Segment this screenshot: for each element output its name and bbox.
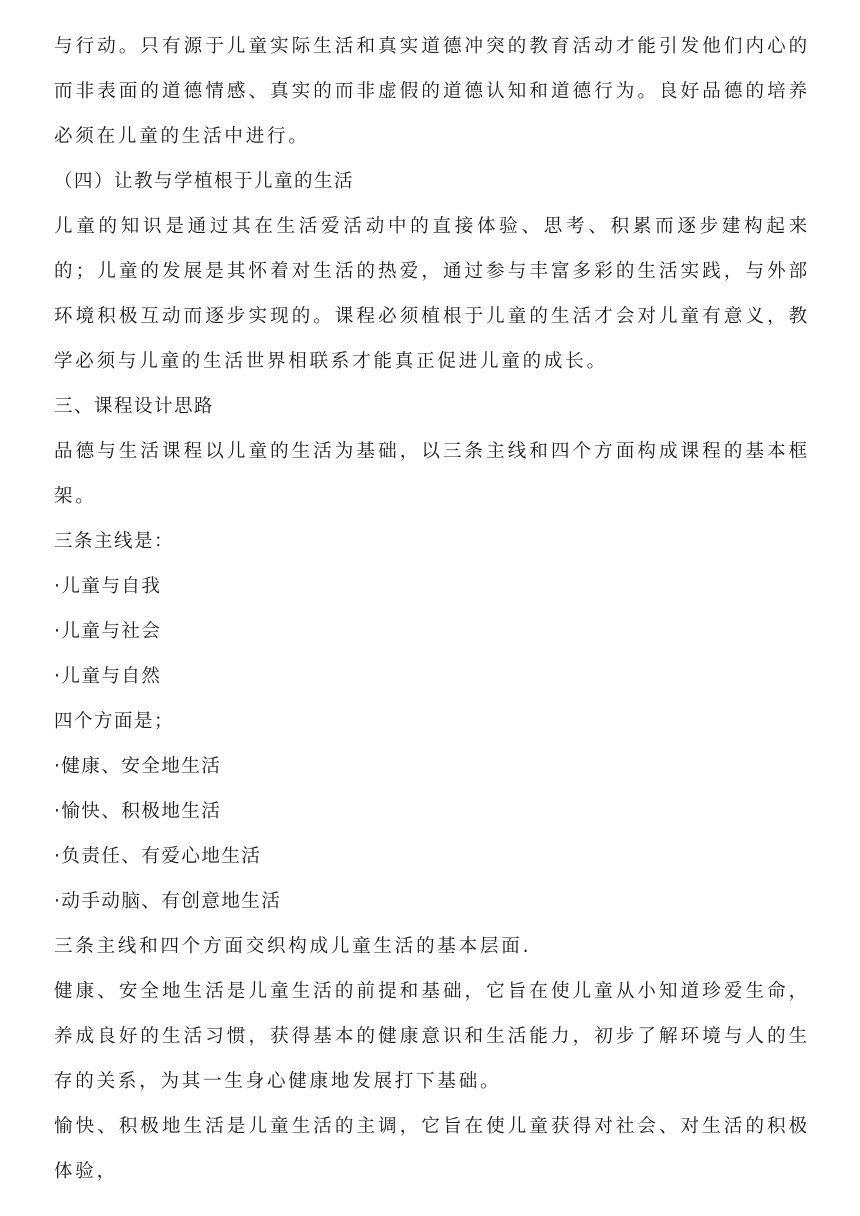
four-aspects-label: 四个方面是； <box>54 711 175 732</box>
list-item: ·健康、安全地生活 <box>54 756 222 777</box>
list-item: ·儿童与自然 <box>54 666 162 687</box>
paragraph-continuation: 与行动。只有源于儿童实际生活和真实道德冲突的教育活动才能引发他们内心的而非表面的道德情感、真实的而非虚假的道德认知和道德行为。良好品德的培养必须在儿童的生活中进行。 <box>54 36 810 147</box>
paragraph-joyful: 愉快、积极地生活是儿童生活的主调，它旨在使儿童获得对社会、对生活的积极体验， <box>54 1116 810 1182</box>
list-item: ·负责任、有爱心地生活 <box>54 846 262 867</box>
paragraph-framework: 品德与生活课程以儿童的生活为基础，以三条主线和四个方面构成课程的基本框架。 <box>54 441 810 507</box>
list-item: ·儿童与社会 <box>54 621 162 642</box>
list-item: ·动手动脑、有创意地生活 <box>54 891 282 912</box>
section-heading-three: 三、课程设计思路 <box>54 396 215 417</box>
three-lines-label: 三条主线是： <box>54 531 175 552</box>
section-heading-four: （四）让教与学植根于儿童的生活 <box>54 171 355 192</box>
paragraph-layers: 三条主线和四个方面交织构成儿童生活的基本层面. <box>54 936 532 957</box>
document-page <box>54 24 810 1194</box>
paragraph-knowledge: 儿童的知识是通过其在生活爱活动中的直接体验、思考、积累而逐步建构起来的；儿童的发展是其怀着对生活的热爱，通过参与丰富多彩的生活实践，与外部环境积极互动而逐步实现的。课程必须植根于儿童的生活才会对儿童有意义，教学必须与儿童的生活世界相联系才能真正促进儿童的成长。 <box>54 216 810 372</box>
list-item: ·儿童与自我 <box>54 576 162 597</box>
list-item: ·愉快、积极地生活 <box>54 801 222 822</box>
paragraph-health: 健康、安全地生活是儿童生活的前提和基础，它旨在使儿童从小知道珍爱生命，养成良好的生活习惯，获得基本的健康意识和生活能力，初步了解环境与人的生存的关系，为其一生身心健康地发展打下基础。 <box>54 981 810 1092</box>
